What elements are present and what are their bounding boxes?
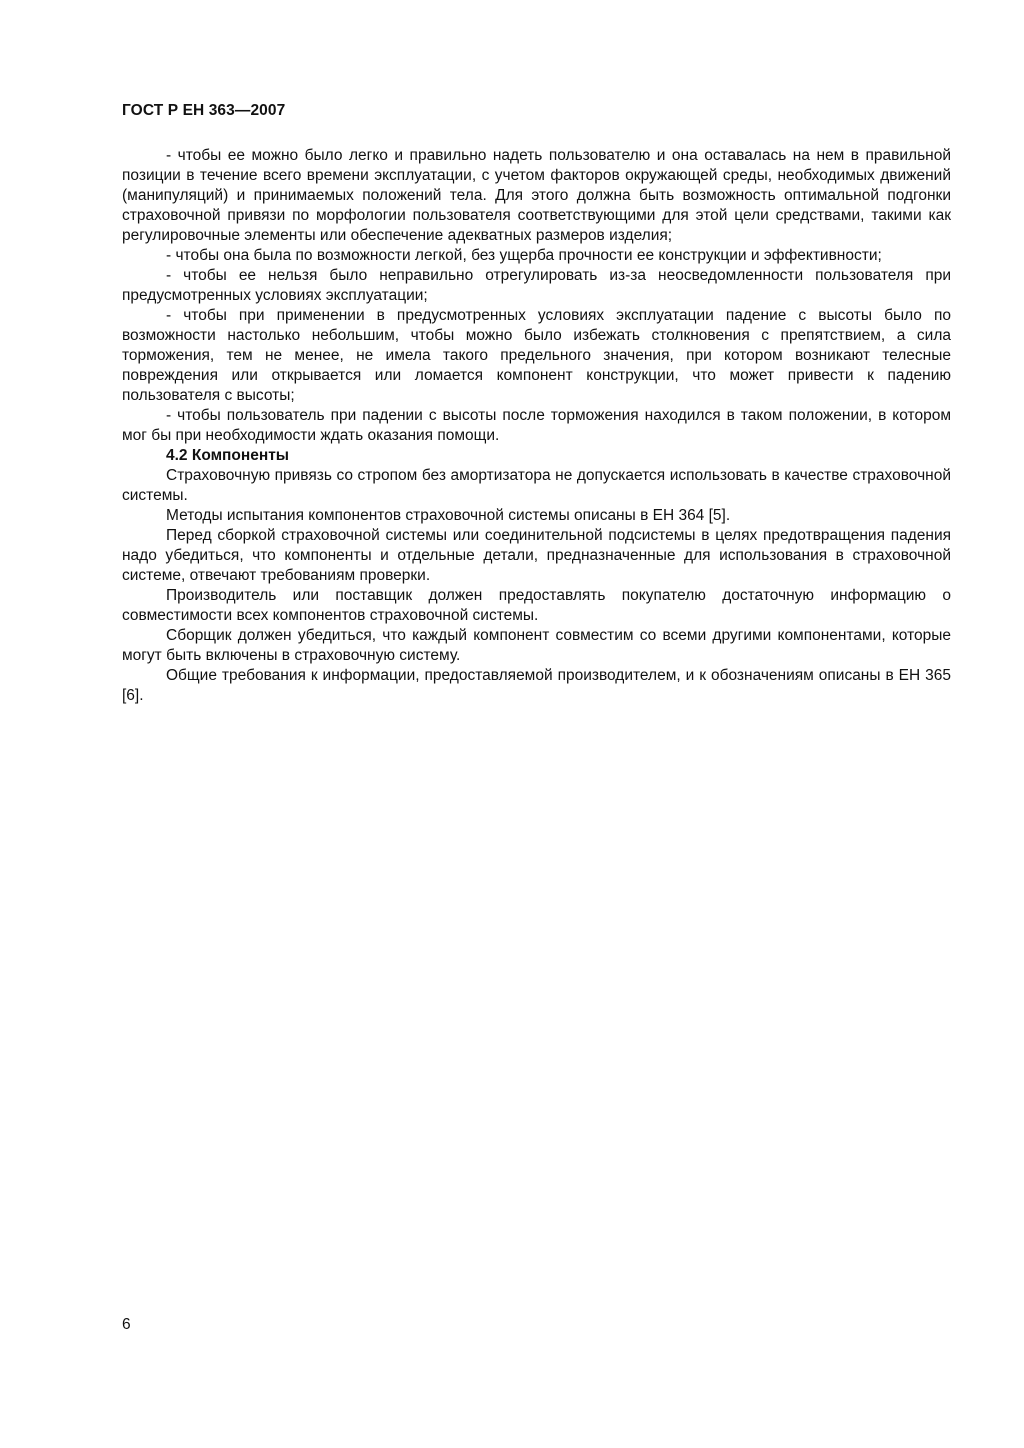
section-heading: 4.2 Компоненты	[166, 447, 290, 464]
paragraph: Перед сборкой страховочной системы или соединительной подсистемы в целях предотвращения падения надо убедиться, что компоненты и отдельные детали, предназначенные для использования в страховочной системе, отвечают требованиям проверки.	[122, 527, 951, 584]
list-item: - чтобы ее можно было легко и правильно надеть пользователю и она оставалась на нем в правильной позиции в течение всего времени эксплуатации, с учетом факторов окружающей среды, необходимых движений (манипуляций) и принимаемых положений тела. Для этого должна быть возможность оптимальной подгонки страховочной привязи по морфологии пользователя соответствующими для этой цели средствами, такими как регулировочные элементы или обеспечение адекватных размеров изделия;	[122, 147, 951, 244]
paragraph: Страховочную привязь со стропом без амортизатора не допускается использовать в качестве страховочной системы.	[122, 467, 951, 504]
document-body	[122, 146, 951, 706]
page-number: 6	[122, 1316, 131, 1333]
list-item: - чтобы пользователь при падении с высоты после торможения находился в таком положении, в котором мог бы при необходимости ждать оказания помощи.	[122, 407, 951, 444]
paragraph: Сборщик должен убедиться, что каждый компонент совместим со всеми другими компонентами, которые могут быть включены в страховочную систему.	[122, 627, 951, 664]
paragraph: Методы испытания компонентов страховочной системы описаны в ЕН 364 [5].	[166, 507, 731, 524]
list-item: - чтобы ее нельзя было неправильно отрегулировать из-за неосведомленности пользователя при предусмотренных условиях эксплуатации;	[122, 267, 951, 304]
list-item: - чтобы при применении в предусмотренных условиях эксплуатации падение с высоты было по возможности настолько небольшим, чтобы можно было избежать столкновения с препятствием, а сила торможения, тем не менее, не имела такого предельного значения, при котором возникают телесные повреждения или открывается или ломается компонент конструкции, что может привести к падению пользователя с высоты;	[122, 307, 951, 404]
list-item: - чтобы она была по возможности легкой, без ущерба прочности ее конструкции и эффективности;	[166, 247, 882, 264]
paragraph: Производитель или поставщик должен предоставлять покупателю достаточную информацию о совместимости всех компонентов страховочной системы.	[122, 587, 951, 624]
paragraph: Общие требования к информации, предоставляемой производителем, и к обозначениям описаны в ЕН 365 [6].	[122, 667, 951, 704]
document-header: ГОСТ Р ЕН 363—2007	[122, 102, 286, 119]
